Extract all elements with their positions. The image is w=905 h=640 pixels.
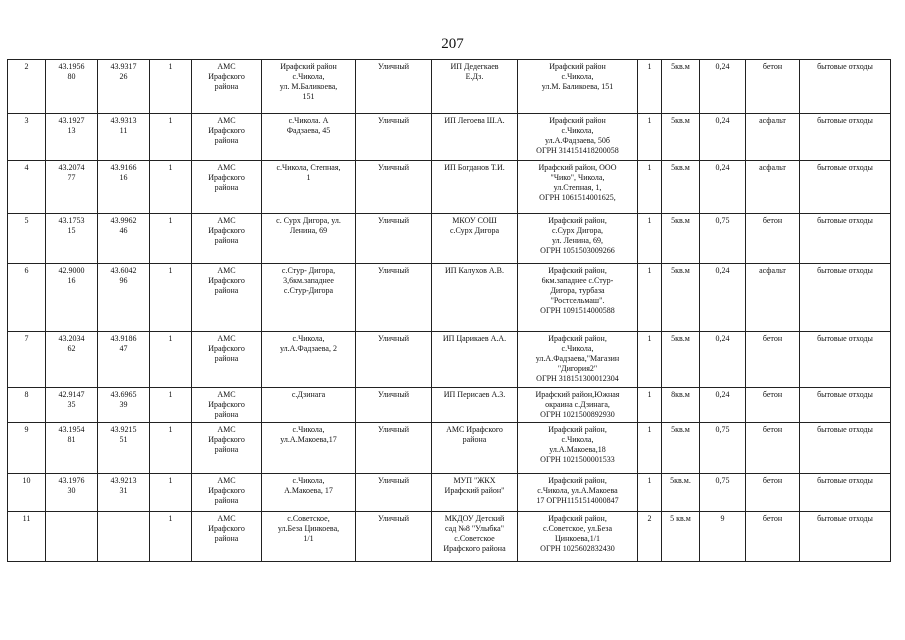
waste-type-cell: бытовые отходы: [800, 423, 891, 474]
authority-cell: АМС Ирафского района: [192, 512, 262, 562]
longitude-cell: 43.9166 16: [98, 161, 150, 214]
location-cell: Ирафский район с.Чикола, ул.А.Фадзаева, 50б ОГРН 314151418200058: [518, 114, 638, 161]
address-cell: с.Чикола, А.Макоева, 17: [262, 474, 356, 512]
waste-type-cell: бытовые отходы: [800, 214, 891, 264]
type-cell: Уличный: [356, 423, 432, 474]
longitude-cell: 43.9317 26: [98, 60, 150, 114]
authority-cell: АМС Ирафского района: [192, 264, 262, 332]
surface-cell: бетон: [746, 388, 800, 423]
row-number-cell: 4: [8, 161, 46, 214]
authority-cell: АМС Ирафского района: [192, 114, 262, 161]
latitude-cell: 43.1956 80: [46, 60, 98, 114]
authority-cell: АМС Ирафского района: [192, 474, 262, 512]
address-cell: с.Стур- Дигора, 3,6км.западнее с.Стур-Дигора: [262, 264, 356, 332]
area-cell: 5кв.м: [662, 332, 700, 388]
surface-cell: бетон: [746, 214, 800, 264]
owner-cell: МКДОУ Детский сад №8 "Улыбка" с.Советское Ирафского района: [432, 512, 518, 562]
table-row: [8, 332, 891, 388]
latitude-cell: 43.1954 81: [46, 423, 98, 474]
quantity-cell: 1: [150, 161, 192, 214]
type-cell: Уличный: [356, 474, 432, 512]
volume-cell: 0,24: [700, 388, 746, 423]
table-row: [8, 474, 891, 512]
latitude-cell: 42.9147 35: [46, 388, 98, 423]
area-cell: 5кв.м: [662, 60, 700, 114]
authority-cell: АМС Ирафского района: [192, 423, 262, 474]
type-cell: Уличный: [356, 332, 432, 388]
owner-cell: ИП Калухов А.В.: [432, 264, 518, 332]
quantity-cell: 1: [150, 60, 192, 114]
container-count-cell: 1: [638, 423, 662, 474]
latitude-cell: 43.1753 15: [46, 214, 98, 264]
volume-cell: 0,24: [700, 332, 746, 388]
longitude-cell: [98, 512, 150, 562]
volume-cell: 0,24: [700, 60, 746, 114]
longitude-cell: 43.9313 11: [98, 114, 150, 161]
surface-cell: бетон: [746, 60, 800, 114]
quantity-cell: 1: [150, 474, 192, 512]
type-cell: Уличный: [356, 214, 432, 264]
waste-type-cell: бытовые отходы: [800, 512, 891, 562]
waste-type-cell: бытовые отходы: [800, 264, 891, 332]
volume-cell: 0,24: [700, 161, 746, 214]
authority-cell: АМС Ирафского района: [192, 214, 262, 264]
area-cell: 5кв.м: [662, 423, 700, 474]
owner-cell: ИП Царикаев А.А.: [432, 332, 518, 388]
owner-cell: МУП "ЖКХ Ирафский район": [432, 474, 518, 512]
row-number-cell: 8: [8, 388, 46, 423]
row-number-cell: 6: [8, 264, 46, 332]
address-cell: с. Сурх Дигора, ул. Ленина, 69: [262, 214, 356, 264]
container-count-cell: 1: [638, 60, 662, 114]
owner-cell: ИП Дедегкаев Е.Дз.: [432, 60, 518, 114]
area-cell: 5кв.м.: [662, 474, 700, 512]
volume-cell: 0,75: [700, 214, 746, 264]
type-cell: Уличный: [356, 388, 432, 423]
volume-cell: 0,24: [700, 264, 746, 332]
waste-type-cell: бытовые отходы: [800, 114, 891, 161]
location-cell: Ирафский район, с.Чикола, ул.А.Фадзаева,"Магазин "Дигория2" ОГРН 318151300012304: [518, 332, 638, 388]
quantity-cell: 1: [150, 264, 192, 332]
quantity-cell: 1: [150, 423, 192, 474]
location-cell: Ирафский район, с.Чикола, ул.А.Макоева 17 ОГРН1151514000847: [518, 474, 638, 512]
container-count-cell: 1: [638, 388, 662, 423]
address-cell: с.Чикола. А Фадзаева, 45: [262, 114, 356, 161]
longitude-cell: 43.9962 46: [98, 214, 150, 264]
table-row: [8, 114, 891, 161]
owner-cell: ИП Богданов Т.И.: [432, 161, 518, 214]
area-cell: 5кв.м: [662, 114, 700, 161]
container-count-cell: 1: [638, 161, 662, 214]
waste-sites-table: [7, 59, 891, 562]
owner-cell: МКОУ СОШ с.Сурх Дигора: [432, 214, 518, 264]
row-number-cell: 2: [8, 60, 46, 114]
table-row: [8, 161, 891, 214]
volume-cell: 0,75: [700, 423, 746, 474]
area-cell: 5 кв.м: [662, 512, 700, 562]
quantity-cell: 1: [150, 512, 192, 562]
quantity-cell: 1: [150, 388, 192, 423]
type-cell: Уличный: [356, 512, 432, 562]
container-count-cell: 1: [638, 114, 662, 161]
type-cell: Уличный: [356, 264, 432, 332]
waste-type-cell: бытовые отходы: [800, 388, 891, 423]
area-cell: 5кв.м: [662, 161, 700, 214]
row-number-cell: 9: [8, 423, 46, 474]
authority-cell: АМС Ирафского района: [192, 388, 262, 423]
owner-cell: АМС Ирафского района: [432, 423, 518, 474]
authority-cell: АМС Ирафского района: [192, 60, 262, 114]
table-row: [8, 423, 891, 474]
container-count-cell: 1: [638, 214, 662, 264]
quantity-cell: 1: [150, 214, 192, 264]
volume-cell: 0,75: [700, 474, 746, 512]
longitude-cell: 43.9186 47: [98, 332, 150, 388]
address-cell: с.Дзинага: [262, 388, 356, 423]
location-cell: Ирафский район с.Чикола, ул.М. Баликоева, 151: [518, 60, 638, 114]
latitude-cell: 43.2034 62: [46, 332, 98, 388]
location-cell: Ирафский район, ООО "Чико", Чикола, ул.Степная, 1, ОГРН 1061514001625,: [518, 161, 638, 214]
volume-cell: 0,24: [700, 114, 746, 161]
row-number-cell: 10: [8, 474, 46, 512]
surface-cell: бетон: [746, 423, 800, 474]
surface-cell: бетон: [746, 512, 800, 562]
quantity-cell: 1: [150, 332, 192, 388]
address-cell: с.Советское, ул.Беза Цинкоева, 1/1: [262, 512, 356, 562]
type-cell: Уличный: [356, 114, 432, 161]
row-number-cell: 11: [8, 512, 46, 562]
container-count-cell: 1: [638, 264, 662, 332]
address-cell: с.Чикола, ул.А.Фадзаева, 2: [262, 332, 356, 388]
waste-type-cell: бытовые отходы: [800, 332, 891, 388]
table-row: [8, 388, 891, 423]
location-cell: Ирафский район, с.Чикола, ул.А.Макоева,18 ОГРН 1021500001533: [518, 423, 638, 474]
waste-type-cell: бытовые отходы: [800, 60, 891, 114]
surface-cell: бетон: [746, 332, 800, 388]
longitude-cell: 43.9215 51: [98, 423, 150, 474]
page-number: 207: [441, 36, 464, 52]
owner-cell: ИП Перисаев А.З.: [432, 388, 518, 423]
location-cell: Ирафский район, с.Советское, ул.Беза Цинкоева,1/1 ОГРН 1025602832430: [518, 512, 638, 562]
waste-type-cell: бытовые отходы: [800, 474, 891, 512]
surface-cell: бетон: [746, 474, 800, 512]
address-cell: с.Чикола, Степная, 1: [262, 161, 356, 214]
volume-cell: 9: [700, 512, 746, 562]
waste-type-cell: бытовые отходы: [800, 161, 891, 214]
latitude-cell: 43.2074 77: [46, 161, 98, 214]
row-number-cell: 7: [8, 332, 46, 388]
container-count-cell: 1: [638, 332, 662, 388]
row-number-cell: 5: [8, 214, 46, 264]
location-cell: Ирафский район, 6км.западнее с.Стур- Дигора, турбаза "Ростсельмаш". ОГРН 1091514000588: [518, 264, 638, 332]
row-number-cell: 3: [8, 114, 46, 161]
container-count-cell: 2: [638, 512, 662, 562]
area-cell: 5кв.м: [662, 214, 700, 264]
address-cell: Ирафский район с.Чикола, ул. М.Баликоева, 151: [262, 60, 356, 114]
type-cell: Уличный: [356, 60, 432, 114]
owner-cell: ИП Легоева Ш.А.: [432, 114, 518, 161]
authority-cell: АМС Ирафского района: [192, 332, 262, 388]
latitude-cell: 43.1927 13: [46, 114, 98, 161]
area-cell: 5кв.м: [662, 264, 700, 332]
location-cell: Ирафский район,Южная окраина с.Дзинага, ОГРН 1021500892930: [518, 388, 638, 423]
latitude-cell: 43.1976 30: [46, 474, 98, 512]
table-row: [8, 60, 891, 114]
table-row: [8, 214, 891, 264]
address-cell: с.Чикола, ул.А.Макоева,17: [262, 423, 356, 474]
type-cell: Уличный: [356, 161, 432, 214]
container-count-cell: 1: [638, 474, 662, 512]
latitude-cell: 42.9000 16: [46, 264, 98, 332]
surface-cell: асфальт: [746, 114, 800, 161]
quantity-cell: 1: [150, 114, 192, 161]
table-row: [8, 512, 891, 562]
surface-cell: асфальт: [746, 161, 800, 214]
longitude-cell: 43.9213 31: [98, 474, 150, 512]
table-row: [8, 264, 891, 332]
authority-cell: АМС Ирафского района: [192, 161, 262, 214]
longitude-cell: 43.6965 39: [98, 388, 150, 423]
area-cell: 8кв.м: [662, 388, 700, 423]
location-cell: Ирафский район, с.Сурх Дигора, ул. Ленина, 69, ОГРН 1051503009266: [518, 214, 638, 264]
longitude-cell: 43.6042 96: [98, 264, 150, 332]
surface-cell: асфальт: [746, 264, 800, 332]
latitude-cell: [46, 512, 98, 562]
